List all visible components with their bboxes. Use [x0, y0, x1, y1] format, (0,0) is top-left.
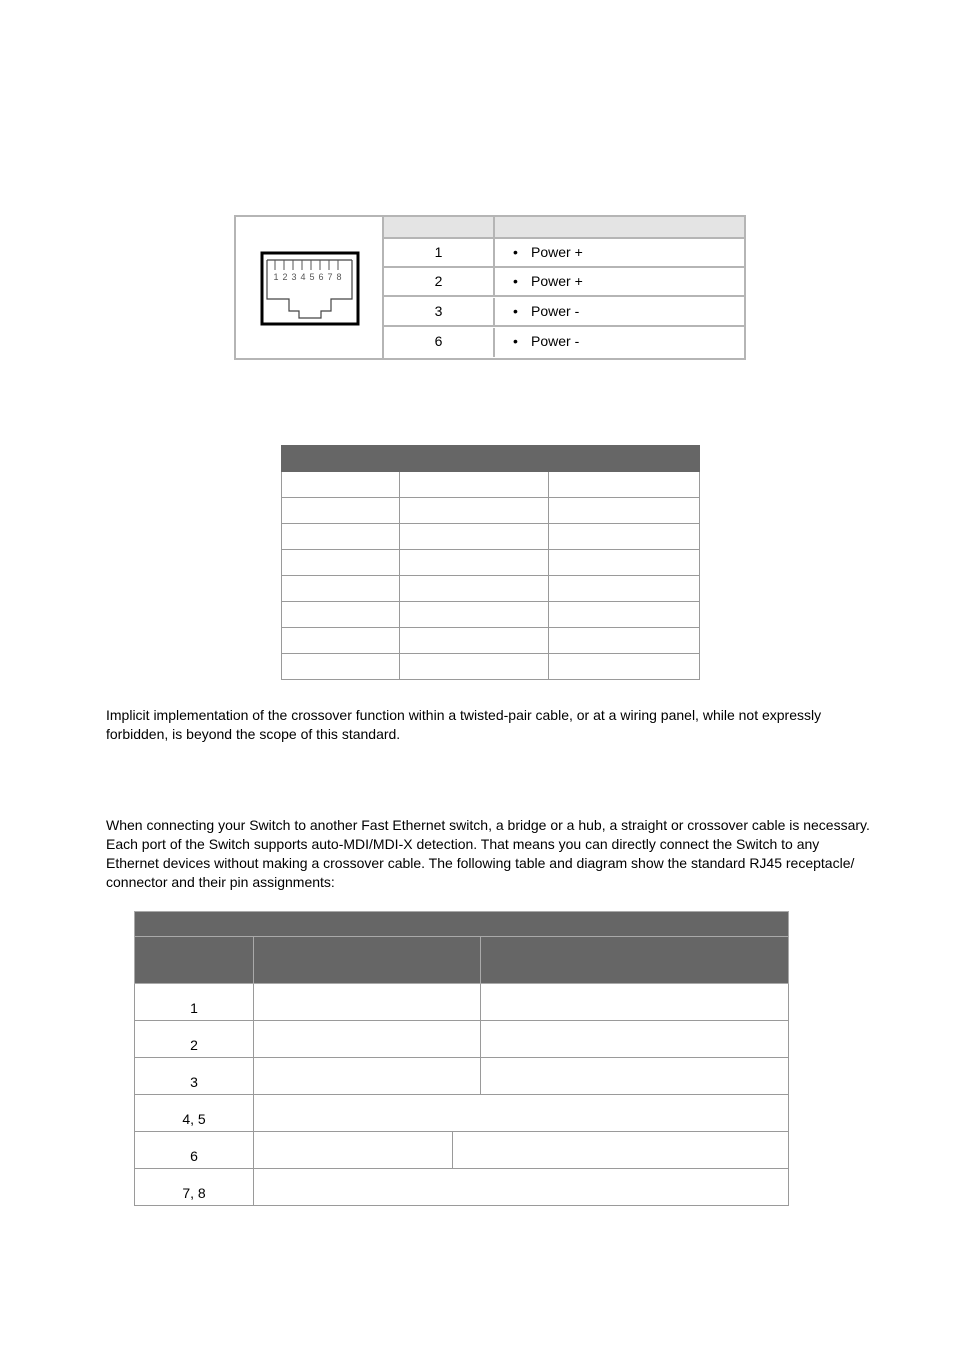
pin-cell: 6 [384, 328, 495, 357]
table-row [135, 1058, 789, 1095]
connector-pin-label: 2 [282, 272, 288, 282]
function-cell: • Power - [513, 333, 580, 349]
table-row [282, 524, 700, 550]
pin-number: 7, 8 [135, 1169, 254, 1206]
table-title-row [135, 912, 789, 937]
table-row [135, 1021, 789, 1058]
table-header-row [135, 937, 789, 984]
table-row [135, 984, 789, 1021]
connector-pin-label: 4 [300, 272, 306, 282]
table-row [282, 576, 700, 602]
connector-pin-label: 8 [336, 272, 342, 282]
table-row [135, 1095, 789, 1132]
rj45-connector-cell [236, 217, 384, 358]
poe-pin-table [234, 215, 746, 360]
function-label: Power + [531, 273, 583, 289]
pin-column-header [384, 217, 495, 239]
table-row [135, 1169, 789, 1206]
function-cell: • Power + [495, 239, 744, 268]
table-header-row [282, 446, 700, 472]
table-row [282, 628, 700, 654]
pin-cell: 3 [384, 298, 495, 327]
crossover-table [281, 445, 700, 687]
crossover-paragraph: Implicit implementation of the crossover function within a twisted-pair cable, or at a wiring panel, while not expressly forbidden, is beyond the scope of this standard. [106, 707, 822, 742]
table-row [135, 1132, 789, 1169]
table-row [282, 602, 700, 628]
connecting-paragraph: When connecting your Switch to another Fast Ethernet switch, a bridge or a hub, a straight or crossover cable is necessary. Each port of the Switch supports auto-MDI/MDI-X detection. That means you can directly connect the Switch to any Ethernet devices without making a crossover cable. The following table and diagram show the standard RJ45 receptacle/ connector and their pin assignments: [106, 817, 870, 890]
connector-pin-label: 3 [291, 272, 297, 282]
table-row [282, 472, 700, 498]
connector-pin-label: 1 [273, 272, 279, 282]
pin-number: 4, 5 [135, 1095, 254, 1132]
rj45-connector-icon [236, 217, 384, 358]
connector-pin-label: 5 [309, 272, 315, 282]
function-column-header [495, 217, 744, 239]
function-cell: • Power - [495, 298, 744, 327]
connector-pin-label: 7 [327, 272, 333, 282]
function-label: Power - [531, 333, 580, 349]
pin-cell: 2 [384, 268, 495, 297]
function-cell: • Power + [495, 268, 744, 297]
pin-assignment-table [134, 911, 789, 1201]
function-label: Power - [531, 303, 580, 319]
table-row [282, 654, 700, 680]
connector-pin-label: 6 [318, 272, 324, 282]
table-row [282, 498, 700, 524]
function-label: Power + [531, 244, 583, 260]
pin-cell: 1 [384, 239, 495, 268]
pin-number: 1 [135, 984, 254, 1021]
table-row [282, 550, 700, 576]
pin-number: 3 [135, 1058, 254, 1095]
pin-number: 2 [135, 1021, 254, 1058]
pin-number: 6 [135, 1132, 254, 1169]
